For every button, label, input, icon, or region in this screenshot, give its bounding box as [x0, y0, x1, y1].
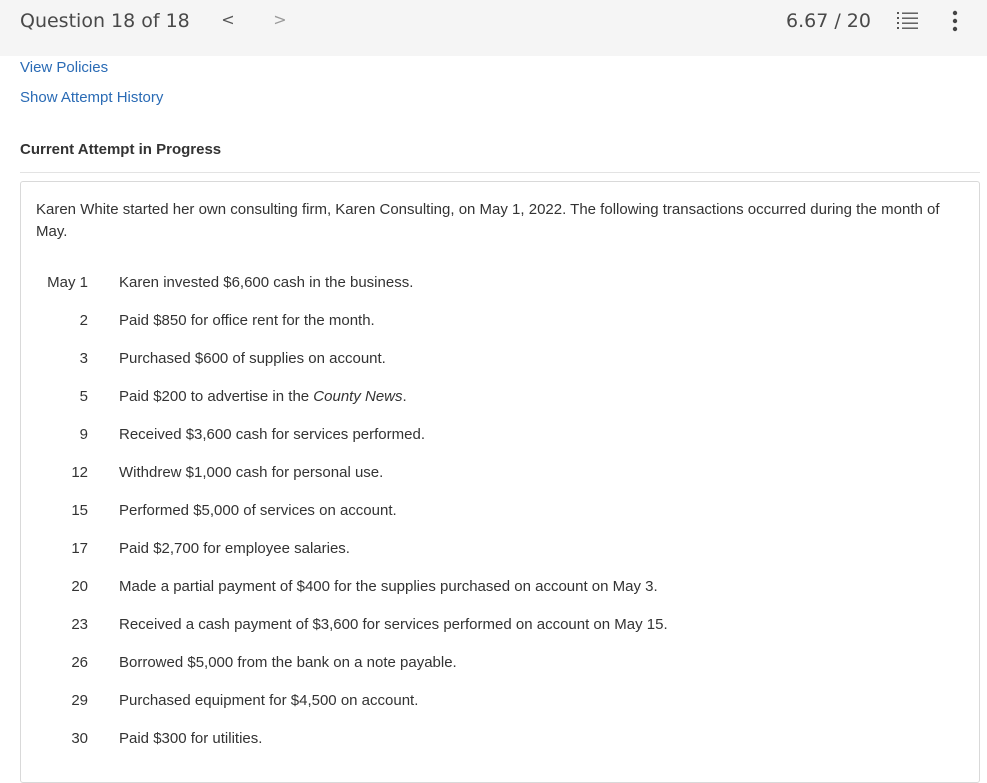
- transaction-text-start: Paid $200 to advertise in the: [119, 388, 314, 405]
- transaction-row: [21, 386, 921, 424]
- score-display: 6.67 / 20: [786, 10, 871, 32]
- transaction-row: [21, 462, 921, 500]
- transaction-row: [21, 690, 921, 728]
- transaction-list: [21, 272, 921, 766]
- question-list-icon[interactable]: [897, 11, 919, 31]
- transaction-description: Borrowed $5,000 from the bank on a note payable.: [119, 654, 457, 671]
- show-attempt-history-link[interactable]: Show Attempt History: [20, 89, 164, 106]
- transaction-row: [21, 728, 921, 766]
- transaction-row: [21, 424, 921, 462]
- transaction-date: 5: [79, 388, 88, 405]
- transaction-description: Karen invested $6,600 cash in the business.: [119, 274, 414, 291]
- publication-name: County News: [313, 388, 403, 405]
- problem-intro: Karen White started her own consulting firm, Karen Consulting, on May 1, 2022. The following transactions occurred during the month of May.: [36, 201, 940, 240]
- next-question-button[interactable]: >: [273, 10, 287, 29]
- transaction-date: 17: [71, 540, 88, 557]
- transaction-description: Paid $300 for utilities.: [119, 730, 263, 747]
- previous-question-button[interactable]: <: [221, 10, 235, 29]
- transaction-row: [21, 614, 921, 652]
- transaction-date: May 1: [47, 274, 88, 291]
- transaction-row: [21, 272, 921, 310]
- view-policies-link[interactable]: View Policies: [20, 59, 109, 76]
- transaction-description: Paid $850 for office rent for the month.: [119, 312, 375, 329]
- transaction-description: Purchased equipment for $4,500 on account.: [119, 692, 419, 709]
- transaction-date: 15: [71, 502, 88, 519]
- transaction-description: Received a cash payment of $3,600 for services performed on account on May 15.: [119, 616, 668, 633]
- section-divider: [20, 172, 980, 173]
- more-vertical-icon[interactable]: [948, 9, 962, 33]
- transaction-date: 3: [79, 350, 88, 367]
- transaction-date: 30: [71, 730, 88, 747]
- question-card: [20, 181, 980, 783]
- transaction-description: [119, 386, 407, 408]
- transaction-row: [21, 500, 921, 538]
- attempt-status-heading: Current Attempt in Progress: [20, 141, 222, 158]
- transaction-date: 9: [79, 426, 88, 443]
- transaction-description: Performed $5,000 of services on account.: [119, 502, 397, 519]
- transaction-row: [21, 348, 921, 386]
- transaction-text-end: .: [402, 388, 407, 405]
- transaction-date: 20: [71, 578, 88, 595]
- transaction-date: 29: [71, 692, 88, 709]
- transaction-date: 23: [71, 616, 88, 633]
- transaction-row: [21, 576, 921, 614]
- transaction-row: [21, 538, 921, 576]
- transaction-description: Withdrew $1,000 cash for personal use.: [119, 464, 384, 481]
- transaction-row: [21, 652, 921, 690]
- transaction-date: 2: [79, 312, 88, 329]
- transaction-description: Purchased $600 of supplies on account.: [119, 350, 386, 367]
- question-header: [0, 0, 987, 56]
- transaction-description: Paid $2,700 for employee salaries.: [119, 540, 350, 557]
- transaction-date: 12: [71, 464, 88, 481]
- transaction-description: Made a partial payment of $400 for the supplies purchased on account on May 3.: [119, 578, 658, 595]
- transaction-row: [21, 310, 921, 348]
- transaction-date: 26: [71, 654, 88, 671]
- transaction-description: Received $3,600 cash for services performed.: [119, 426, 425, 443]
- question-counter: Question 18 of 18: [20, 10, 190, 32]
